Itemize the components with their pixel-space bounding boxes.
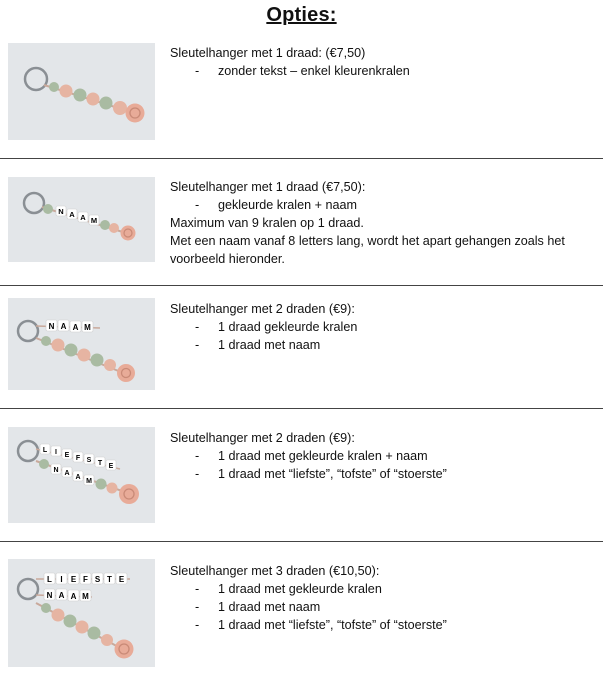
keychain-illustration xyxy=(8,559,155,667)
naam-letter-1: N xyxy=(53,467,59,474)
liefste-letter-2: I xyxy=(55,449,57,456)
liefste-letter-3: E xyxy=(64,452,70,459)
naam-letter-2: A xyxy=(69,210,75,219)
option-heading: Sleutelhanger met 2 draden (€9): xyxy=(170,302,355,316)
rose-bead-icon xyxy=(117,364,135,382)
keychain-photo-4 xyxy=(8,427,155,523)
option-note: Maximum van 9 kralen op 1 draad. xyxy=(170,216,364,230)
option-bullet: - 1 draad met naam xyxy=(195,338,321,352)
option-1-text xyxy=(170,44,600,80)
keychain-photo-2 xyxy=(8,177,155,262)
option-5-text xyxy=(170,562,600,634)
keychain-illustration xyxy=(8,43,155,140)
liefste-letter-7: E xyxy=(108,463,114,470)
naam-letter-4: M xyxy=(84,323,91,332)
page-title: Opties: xyxy=(266,4,337,26)
rose-bead-icon xyxy=(115,640,134,659)
option-note: Met een naam vanaf 8 letters lang, wordt het apart gehangen zoals het voorbeeld hieronder. xyxy=(170,234,565,266)
naam-letter-1: N xyxy=(48,322,55,331)
liefste-letter-4: F xyxy=(75,455,81,462)
liefste-letter-5: S xyxy=(86,457,92,464)
keychain-illustration xyxy=(8,177,155,262)
divider xyxy=(0,541,603,542)
naam-letter-beads xyxy=(44,589,91,601)
liefste-letter-5: S xyxy=(94,575,101,584)
divider xyxy=(0,285,603,286)
naam-letter-3: A xyxy=(80,213,86,222)
naam-letter-3: A xyxy=(75,474,81,481)
naam-letter-2: A xyxy=(58,591,65,600)
naam-letter-4: M xyxy=(90,216,98,225)
naam-letter-4: M xyxy=(86,478,92,485)
liefste-letter-1: L xyxy=(42,447,48,454)
liefste-letter-6: T xyxy=(107,575,112,584)
option-3-text xyxy=(170,300,600,354)
option-bullet: - 1 draad met “liefste”, “tofste” of “stoerste” xyxy=(195,618,447,632)
rose-bead-icon xyxy=(126,104,145,123)
option-4-text xyxy=(170,429,600,483)
naam-letter-3: A xyxy=(70,592,77,601)
option-bullet: - 1 draad met naam xyxy=(195,600,321,614)
naam-letter-1: N xyxy=(58,207,64,216)
rose-bead-icon xyxy=(119,484,139,504)
keychain-illustration xyxy=(8,427,155,523)
naam-letter-2: A xyxy=(64,470,70,477)
liefste-letter-4: F xyxy=(83,575,88,584)
naam-letter-beads xyxy=(56,206,99,225)
keychain-photo-5 xyxy=(8,559,155,667)
option-2-text xyxy=(170,178,600,268)
divider xyxy=(0,158,603,159)
keychain-photo-1 xyxy=(8,43,155,140)
option-bullet: - zonder tekst – enkel kleurenkralen xyxy=(195,64,410,78)
naam-letter-2: A xyxy=(60,322,67,331)
naam-letter-1: N xyxy=(46,591,53,600)
option-bullet: - gekleurde kralen + naam xyxy=(195,198,357,212)
option-bullet: - 1 draad gekleurde kralen xyxy=(195,320,358,334)
option-heading: Sleutelhanger met 2 draden (€9): xyxy=(170,431,355,445)
keychain-illustration xyxy=(8,298,155,390)
option-bullet: - 1 draad met gekleurde kralen xyxy=(195,582,382,596)
keychain-photo-3 xyxy=(8,298,155,390)
liefste-letter-7: E xyxy=(118,575,125,584)
option-bullet: - 1 draad met “liefste”, “tofste” of “stoerste” xyxy=(195,467,447,481)
liefste-letter-beads xyxy=(44,573,127,584)
option-heading: Sleutelhanger met 1 draad: (€7,50) xyxy=(170,46,366,60)
rose-bead-icon xyxy=(121,226,136,241)
naam-letter-3: A xyxy=(72,323,79,332)
option-bullet: - 1 draad met gekleurde kralen + naam xyxy=(195,449,428,463)
naam-letter-4: M xyxy=(82,592,89,601)
liefste-letter-2: I xyxy=(60,575,63,584)
liefste-letter-6: T xyxy=(97,460,103,467)
divider xyxy=(0,408,603,409)
option-heading: Sleutelhanger met 3 draden (€10,50): xyxy=(170,564,380,578)
naam-letter-beads xyxy=(46,320,93,332)
option-heading: Sleutelhanger met 1 draad (€7,50): xyxy=(170,180,366,194)
liefste-letter-1: L xyxy=(47,575,52,584)
liefste-letter-3: E xyxy=(70,575,77,584)
